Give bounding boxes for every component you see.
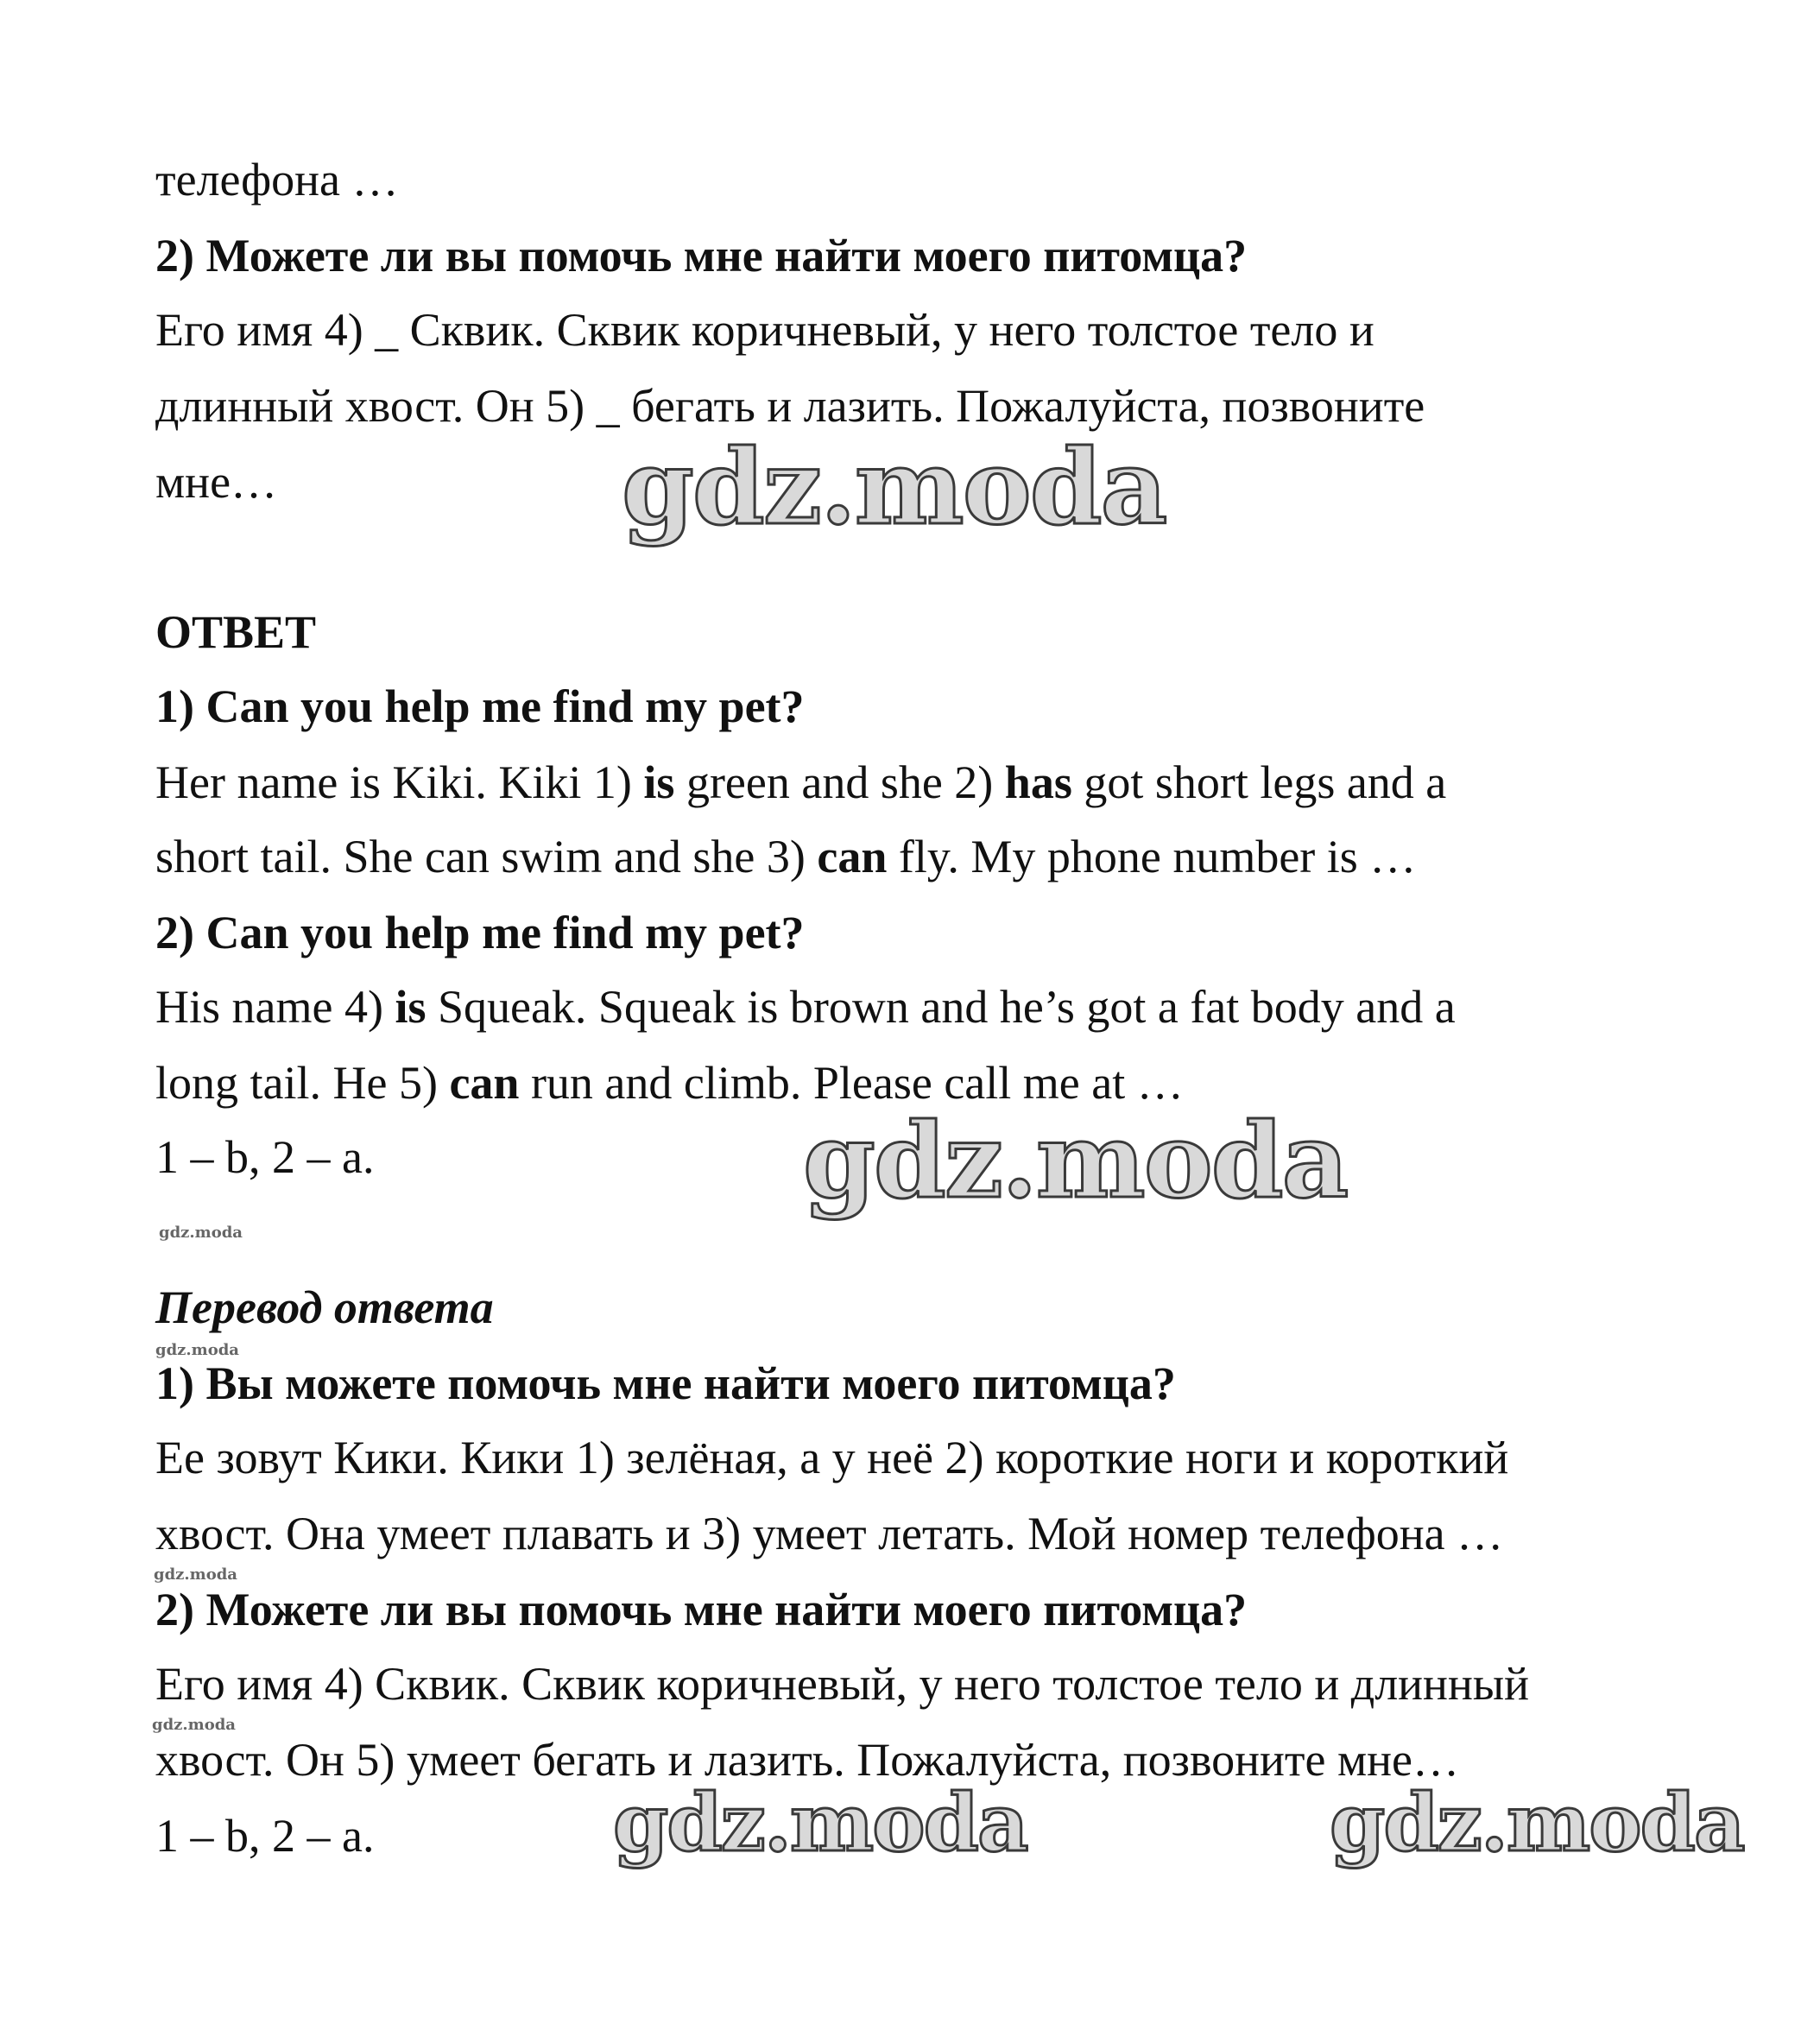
top-line-1: телефона … bbox=[155, 154, 399, 206]
answer-text: Her name is Kiki. Kiki 1) bbox=[155, 756, 644, 808]
answer-text: His name 4) bbox=[155, 981, 395, 1033]
watermark-logo: gdz.moda bbox=[803, 1100, 1348, 1222]
answer-text: long tail. He 5) bbox=[155, 1057, 450, 1109]
top-line-4: длинный хвост. Он 5) _ бегать и лазить. Пожалуйста, позвоните bbox=[155, 380, 1425, 432]
answer-matching: 1 – b, 2 – a. bbox=[155, 1131, 375, 1183]
top-line-3: Его имя 4) _ Сквик. Сквик коричневый, у него толстое тело и bbox=[155, 304, 1374, 356]
answer-paragraph-2-line-1 bbox=[155, 979, 1456, 1034]
answer-text: got short legs and a bbox=[1071, 756, 1447, 808]
answer-fill-5: can bbox=[449, 1057, 520, 1109]
answer-heading-2: 2) Can you help me find my pet? bbox=[155, 907, 805, 958]
answer-fill-2: has bbox=[1004, 756, 1072, 808]
translation-matching: 1 – b, 2 – a. bbox=[155, 1810, 375, 1862]
answer-text: Squeak. Squeak is brown and he’s got a fat body and a bbox=[426, 981, 1456, 1033]
translation-line-2: хвост. Она умеет плавать и 3) умеет летать. Мой номер телефона … bbox=[155, 1508, 1504, 1559]
watermark-logo: gdz.moda bbox=[622, 427, 1166, 548]
answer-title: ОТВЕТ bbox=[155, 606, 317, 658]
translation-title: Перевод ответа bbox=[155, 1281, 494, 1333]
watermark-logo: gdz.moda bbox=[1330, 1776, 1744, 1869]
translation-line-3: Его имя 4) Сквик. Сквик коричневый, у него толстое тело и длинный bbox=[155, 1658, 1530, 1710]
watermark-small: gdz.moda bbox=[152, 1716, 236, 1734]
answer-heading-1: 1) Can you help me find my pet? bbox=[155, 680, 805, 732]
answer-text: short tail. She can swim and she 3) bbox=[155, 831, 818, 882]
answer-fill-4: is bbox=[395, 981, 427, 1033]
answer-fill-1: is bbox=[643, 756, 675, 808]
top-heading-2: 2) Можете ли вы помочь мне найти моего питомца? bbox=[155, 230, 1248, 281]
answer-text: fly. My phone number is … bbox=[887, 831, 1417, 882]
watermark-small: gdz.moda bbox=[155, 1341, 239, 1359]
watermark-logo: gdz.moda bbox=[613, 1776, 1027, 1869]
watermark-small: gdz.moda bbox=[159, 1224, 243, 1242]
answer-text: run and climb. Please call me at … bbox=[519, 1057, 1184, 1109]
translation-heading-1: 1) Вы можете помочь мне найти моего питомца? bbox=[155, 1357, 1176, 1409]
watermark-small: gdz.moda bbox=[154, 1565, 237, 1584]
top-line-5: мне… bbox=[155, 456, 278, 508]
translation-heading-2: 2) Можете ли вы помочь мне найти моего питомца? bbox=[155, 1584, 1248, 1635]
answer-text: green and she 2) bbox=[674, 756, 1005, 808]
answer-fill-3: can bbox=[817, 831, 888, 882]
answer-paragraph-1-line-2 bbox=[155, 829, 1416, 884]
translation-line-4: хвост. Он 5) умеет бегать и лазить. Пожалуйста, позвоните мне… bbox=[155, 1734, 1459, 1786]
translation-line-1: Ее зовут Кики. Кики 1) зелёная, а у неё 2) короткие ноги и короткий bbox=[155, 1432, 1509, 1483]
answer-paragraph-1-line-1 bbox=[155, 755, 1446, 810]
